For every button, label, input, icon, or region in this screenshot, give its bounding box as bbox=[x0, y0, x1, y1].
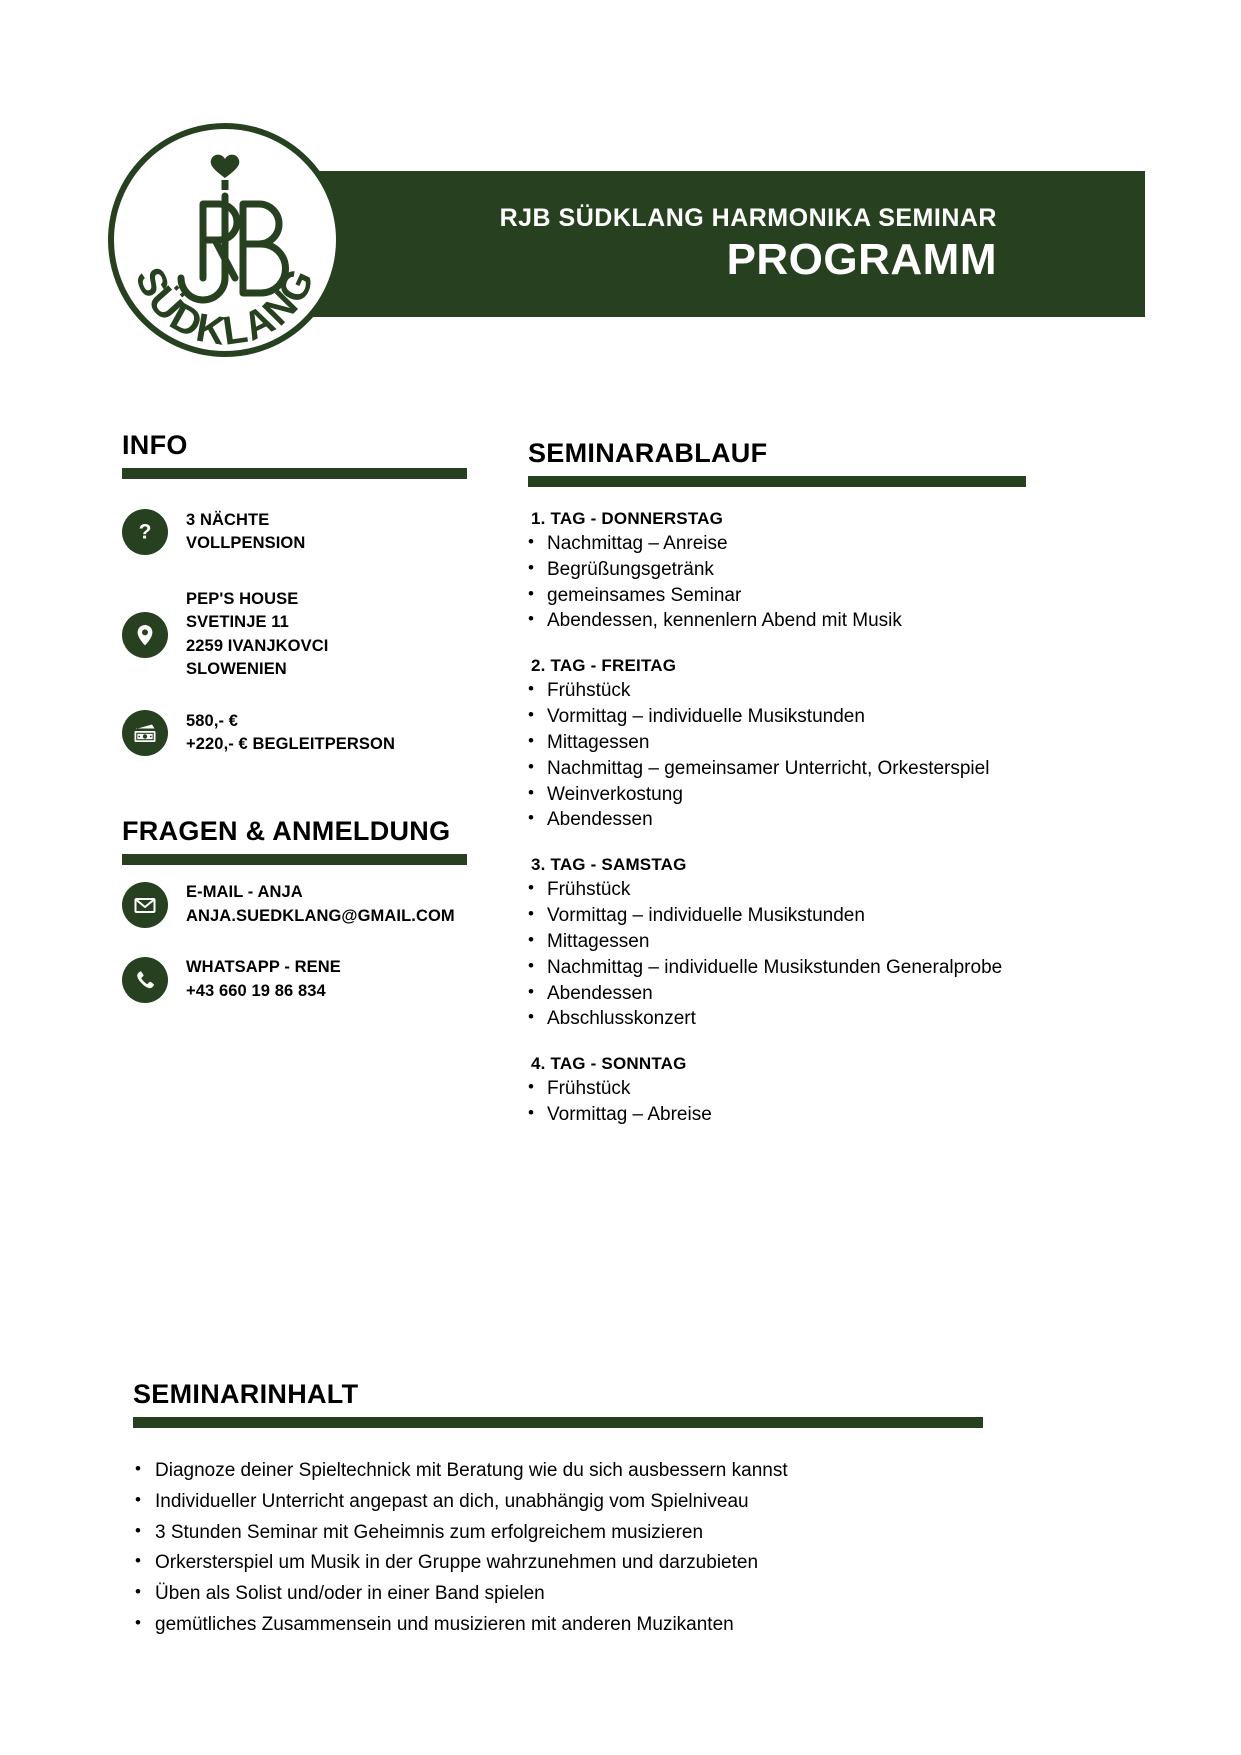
contact-row-email-text bbox=[186, 879, 455, 928]
info-row-price-text bbox=[186, 708, 395, 757]
header-subtitle: RJB SÜDKLANG HARMONIKA SEMINAR bbox=[499, 204, 997, 233]
info-row-address bbox=[122, 586, 467, 682]
map-pin-icon bbox=[122, 612, 168, 658]
day-title: 2. TAG - FREITAG bbox=[531, 656, 677, 676]
day-list bbox=[528, 877, 1026, 1032]
info-row-nights-text bbox=[186, 507, 305, 556]
info-heading-rule bbox=[122, 468, 467, 479]
list-item: • Mittagessen bbox=[528, 730, 1026, 756]
list-item: • 3 Stunden Seminar mit Geheimnis zum erfolgreichem musizieren bbox=[133, 1518, 983, 1549]
content-section bbox=[133, 1381, 983, 1641]
page-title: PROGRAMM bbox=[726, 234, 997, 284]
list-item: • Abendessen bbox=[528, 807, 1026, 833]
list-item: • Nachmittag – individuelle Musikstunden Generalprobe bbox=[528, 955, 1026, 981]
list-item: • Weinverkostung bbox=[528, 782, 1026, 808]
schedule-heading: SEMINARABLAUF bbox=[528, 438, 768, 468]
list-item: • Üben als Solist und/oder in einer Band spielen bbox=[133, 1579, 983, 1610]
whatsapp-label: WHATSAPP - RENE bbox=[186, 958, 341, 977]
contact-rows bbox=[122, 879, 467, 1003]
contact-row-phone-text bbox=[186, 954, 341, 1003]
contact-row-phone[interactable] bbox=[122, 954, 467, 1003]
content-list bbox=[133, 1456, 983, 1641]
logo bbox=[103, 118, 347, 362]
phone-number[interactable]: +43 660 19 86 834 bbox=[186, 981, 326, 1000]
contact-heading-rule bbox=[122, 854, 467, 865]
list-item: • Vormittag – individuelle Musikstunden bbox=[528, 704, 1026, 730]
schedule-day-1 bbox=[528, 509, 1026, 634]
info-line: SLOWENIEN bbox=[186, 660, 287, 679]
day-title: 1. TAG - DONNERSTAG bbox=[531, 509, 724, 528]
info-row-nights bbox=[122, 507, 467, 556]
price-amount: 580,- € bbox=[186, 711, 239, 730]
day-title: 3. TAG - SAMSTAG bbox=[531, 855, 687, 875]
list-item: • Vormittag – Abreise bbox=[528, 1102, 1026, 1128]
contact-heading: FRAGEN & ANMELDUNG bbox=[122, 816, 451, 847]
list-item: • Individueller Unterricht angepast an dich, unabhängig vom Spielniveau bbox=[133, 1487, 983, 1518]
svg-text:?: ? bbox=[138, 520, 152, 544]
content-heading: SEMINARINHALT bbox=[133, 1379, 359, 1409]
list-item: • Frühstück bbox=[528, 678, 1026, 704]
schedule-day-2 bbox=[528, 656, 1026, 833]
price-companion: +220,- € BEGLEITPERSON bbox=[186, 734, 395, 753]
list-item: • Frühstück bbox=[528, 1076, 1026, 1102]
contact-section bbox=[122, 818, 467, 1003]
list-item: • Nachmittag – gemeinsamer Unterricht, Orkesterspiel bbox=[528, 756, 1026, 782]
info-row-address-text bbox=[186, 586, 328, 682]
info-heading: INFO bbox=[122, 430, 188, 460]
list-item: • Nachmittag – Anreise bbox=[528, 531, 1026, 557]
list-item: • Abschlusskonzert bbox=[528, 1006, 1026, 1032]
list-item: • Abendessen bbox=[528, 981, 1026, 1007]
schedule-heading-rule bbox=[528, 476, 1026, 487]
info-line: PEP'S HOUSE bbox=[186, 589, 299, 608]
envelope-icon bbox=[122, 882, 168, 928]
list-item: • Mittagessen bbox=[528, 929, 1026, 955]
left-column bbox=[122, 432, 467, 1025]
list-item: • gemütliches Zusammensein und musizieren mit anderen Muzikanten bbox=[133, 1610, 983, 1641]
money-icon bbox=[122, 710, 168, 756]
schedule-day-3 bbox=[528, 855, 1026, 1032]
list-item: • gemeinsames Seminar bbox=[528, 583, 1026, 609]
day-title: 4. TAG - SONNTAG bbox=[531, 1054, 687, 1074]
svg-text:SÜDKLANG: SÜDKLANG bbox=[126, 260, 324, 355]
question-mark-icon bbox=[122, 509, 168, 555]
list-item: • Begrüßungsgetränk bbox=[528, 557, 1026, 583]
info-line: SVETINJE 11 bbox=[186, 613, 289, 632]
schedule-section bbox=[528, 440, 1026, 1128]
list-item: • Vormittag – individuelle Musikstunden bbox=[528, 903, 1026, 929]
contact-row-email[interactable] bbox=[122, 879, 467, 928]
info-rows bbox=[122, 507, 467, 756]
content-heading-rule bbox=[133, 1417, 983, 1428]
info-section bbox=[122, 432, 467, 756]
info-row-price bbox=[122, 708, 467, 757]
info-line: 2259 IVANJKOVCI bbox=[186, 636, 329, 655]
email-label: E-MAIL - ANJA bbox=[186, 883, 303, 902]
header-band bbox=[249, 171, 1145, 317]
day-list bbox=[528, 531, 1026, 634]
info-line: VOLLPENSION bbox=[186, 534, 306, 553]
phone-icon bbox=[122, 957, 168, 1003]
email-address[interactable]: ANJA.SUEDKLANG@GMAIL.COM bbox=[186, 906, 455, 925]
schedule-day-4 bbox=[528, 1054, 1026, 1128]
day-list bbox=[528, 1076, 1026, 1128]
info-line: 3 NÄCHTE bbox=[186, 511, 270, 529]
day-list bbox=[528, 678, 1026, 833]
list-item: • Abendessen, kennenlern Abend mit Musik bbox=[528, 608, 1026, 634]
list-item: • Orkersterspiel um Musik in der Gruppe wahrzunehmen und darzubieten bbox=[133, 1548, 983, 1579]
list-item: • Diagnoze deiner Spieltechnick mit Beratung wie du sich ausbessern kannst bbox=[133, 1456, 983, 1487]
list-item: • Frühstück bbox=[528, 877, 1026, 903]
